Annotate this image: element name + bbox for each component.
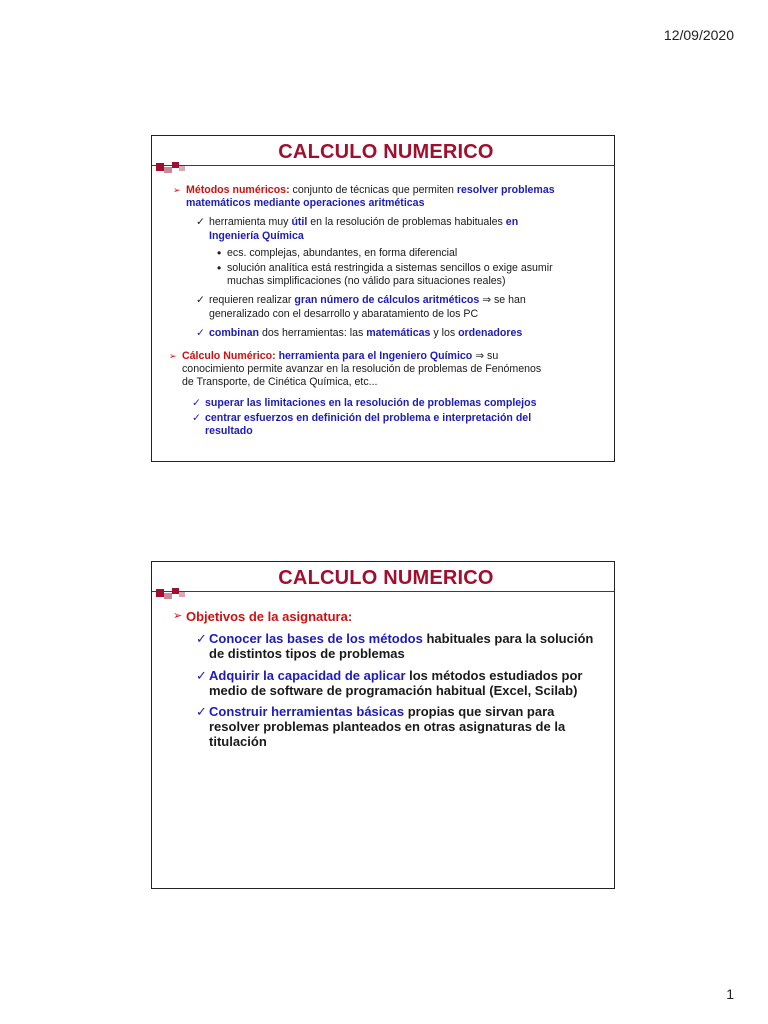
triangle-bullet-icon: ➢: [169, 351, 177, 362]
list-item-herramienta: ✓ herramienta muy útil en la resolución de problemas habituales en: [196, 216, 519, 229]
list-item-adquirir: ✓ Adquirir la capacidad de aplicar los métodos estudiados por: [196, 667, 583, 683]
triangle-bullet-icon: ➢: [173, 610, 183, 622]
slide-body: ➢ Objetivos de la asignatura: ✓ Conocer las bases de los métodos habituales para la solución de distintos tipos de problemas ✓ Adquirir la capacidad de aplicar los métodos estudiados por medio de software de programación habitual (Excel, Scilab) ✓ Construir herramientas básicas propias que sirvan para resolver problemas planteados en otras asignaturas de la titulación: [152, 609, 614, 750]
triangle-bullet-icon: ➢: [173, 185, 181, 195]
list-item-metodos: ➢ Métodos numéricos: conjunto de técnicas que permiten resolver problemas: [173, 184, 555, 196]
slide-1: [151, 135, 615, 462]
list-item-centrar: ✓ centrar esfuerzos en definición del problema e interpretación del: [192, 411, 532, 424]
list-item-conocer: ✓ Conocer las bases de los métodos habituales para la solución: [196, 631, 594, 647]
title-rule: [152, 591, 614, 592]
slide-2: [151, 561, 615, 889]
list-item-objetivos: ➢ Objetivos de la asignatura:: [173, 609, 353, 624]
list-item-calculo: ➢ Cálculo Numérico: herramienta para el Ingeniero Químico ⇒ su: [169, 350, 499, 363]
slide-title: CALCULO NUMERICO: [278, 141, 494, 163]
page-number: 1: [726, 986, 734, 1002]
check-icon: ✓: [192, 396, 201, 409]
check-icon: ✓: [196, 631, 207, 647]
slide-body: ➢ Métodos numéricos: conjunto de técnicas que permiten resolver problemas matemáticos mediante operaciones aritméticas ✓ herramienta muy útil en la resolución de problemas habituales en Ingeniería Química • ecs. complejas, abundantes, en forma diferencial • solución analítica está restringida a sistemas sencillos o exige asumir muchas simplificaciones (no válido para situaciones reales) ✓ requieren realizar gran número de cálculos aritméticos ⇒ se han generalizado con el desarrollo y abaratamiento de los PC ✓ combinan dos herramientas: las matemáticas y los ordenadores ➢ Cálculo Numérico: herramienta para el Ingeniero Químico ⇒ su conocimiento permite avanzar en la resolución de problemas de Fenómenos de Transporte, de Cinética Química, etc... ✓ superar las limitaciones en la resolución de problemas complejos ✓ centrar esfuerzos en definición del problema e interpretación del resultado: [152, 184, 614, 438]
bullet-icon: •: [217, 245, 222, 260]
document-date: 12/09/2020: [663, 27, 734, 43]
check-icon: ✓: [196, 216, 205, 229]
list-item-solucion: • solución analítica está restringida a sistemas sencillos o exige asumir: [217, 261, 553, 276]
title-rule: [152, 165, 614, 166]
list-item-construir: ✓ Construir herramientas básicas propias que sirvan para: [196, 704, 555, 720]
check-icon: ✓: [196, 667, 207, 683]
list-item-ecs: • ecs. complejas, abundantes, en forma diferencial: [217, 245, 458, 260]
check-icon: ✓: [196, 326, 205, 339]
list-item-combinan: ✓ combinan dos herramientas: las matemáticas y los ordenadores: [196, 326, 523, 339]
check-icon: ✓: [192, 411, 201, 424]
check-icon: ✓: [196, 704, 207, 720]
list-item-requieren: ✓ requieren realizar gran número de cálculos aritméticos ⇒ se han: [196, 294, 526, 307]
list-item-superar: ✓ superar las limitaciones en la resolución de problemas complejos: [192, 396, 537, 409]
bullet-icon: •: [217, 261, 222, 276]
slide-title: CALCULO NUMERICO: [278, 567, 494, 589]
check-icon: ✓: [196, 294, 205, 307]
